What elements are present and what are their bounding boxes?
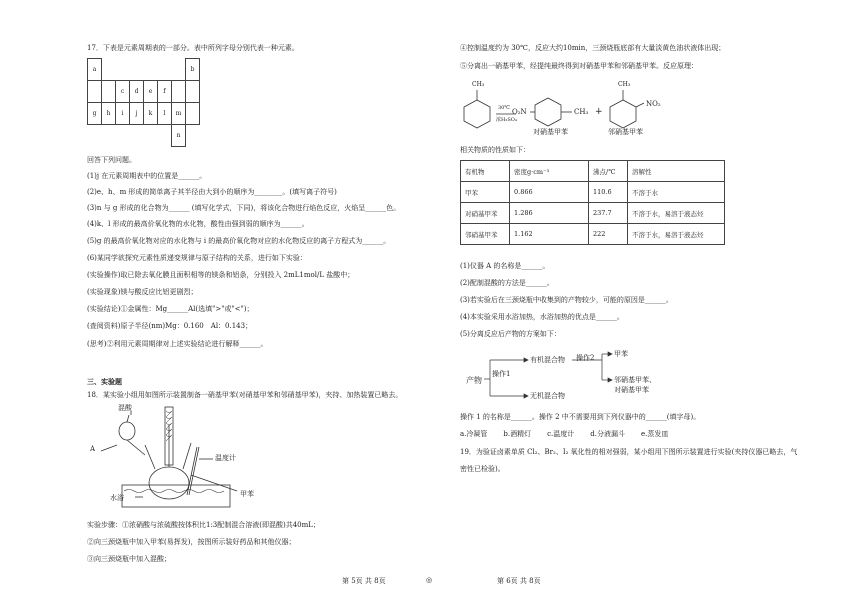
pt-cell: h [102,103,116,125]
flow-product: 产物 [466,376,482,385]
props-caption: 相关物质的性质如下： [460,146,530,154]
q19-line: 密性已检验)。 [460,465,505,473]
reactant-ch3: CH₃ [472,81,485,88]
pt-cell: e [144,81,158,103]
q18-step: 实验步骤：①浓硝酸与浓硫酸按体积比1:3配制混合溶液(即混酸)共40mL； [87,521,320,529]
pt-cell: k [144,103,158,125]
q17-line: (实验现象)镁与酸反应比铝更剧烈； [87,288,198,296]
product-o2n: O₂N [512,108,527,116]
table-cell: 不溶于水，易溶于液态烃 [628,224,725,245]
flow-inorganic: 无机混合物 [530,392,565,400]
table-cell: 222 [589,224,628,245]
flow-mixture: 邻硝基甲苯、 [614,376,656,384]
product-ch3: CH₃ [574,108,589,116]
product-no2: NO₂ [646,100,661,108]
pt-cell [158,125,172,147]
flow-op1: 操作1 [492,370,511,378]
pt-cell: d [130,81,144,103]
q17-line: (2)e、h、m 形成的简单离子其半径由大到小的顺序为________。(填写离子符号) [87,188,337,196]
table-header: 有机物 [461,161,510,182]
q17-line: (1)j 在元素周期表中的位置是______。 [87,172,207,180]
option-item: e.蒸发皿 [641,430,669,438]
q18-question: (4)本实验采用水浴加热，水浴加热的优点是______。 [460,313,624,321]
section-heading: 三、实验题 [87,377,122,386]
pt-cell [102,81,116,103]
q17-line: (4)k、l 形成的最高价氧化物的水化物，酸性由强到弱的顺序为______。 [87,220,309,228]
pt-cell [102,125,116,147]
pt-cell [186,81,200,103]
table-cell: 1.286 [510,203,589,224]
pt-cell [144,59,158,81]
q17-title: 17．下表是元素周期表的一部分。表中所列字母分别代表一种元素。 [87,44,299,52]
options-row [460,430,668,439]
flow-op2: 操作2 [576,354,595,362]
table-row [461,224,725,245]
q18-step: ②向三颈烧瓶中加入甲苯(易挥发)，按图所示装好药品和其他仪器； [87,538,296,546]
q18-question: (3)若实验后在三颈烧瓶中收集到的产物较少，可能的原因是______。 [460,296,673,304]
q18-title: 18．某实验小组用如图所示装置制备一硝基甲苯(对硝基甲苯和邻硝基甲苯)，夹持、加热装置已略去。 [87,391,403,399]
page-separator-icon: ◎ [426,576,433,584]
q17-line: (实验结论)①金属性：Mg______Al(选填">"或"<")； [87,305,254,313]
pt-cell [130,59,144,81]
q17-line: (6)某同学欲探究元素性质递变规律与原子结构的关系，进行如下实验： [87,254,307,262]
pt-cell [186,103,200,125]
table-cell: 甲苯 [461,182,510,203]
page-number-right: 第 6页 共 8页 [497,577,541,585]
q17-line: (实验操作)取已除去氧化膜且面积相等的镁条和铝条，分别投入 2mL1mol/L 盐酸中； [87,271,355,279]
pt-cell: c [116,81,130,103]
table-header: 沸点/℃ [589,161,628,182]
table-row [88,81,200,103]
table-row [88,103,200,125]
pt-cell: b [186,59,200,81]
product-name: 邻硝基甲苯 [608,128,643,136]
table-row [88,125,200,147]
product-name: 对硝基甲苯 [533,128,568,136]
q17-line: (5)g 的最高价氧化物对应的水化物与 i 的最高价氧化物对应的水化物反应的离子方程式为______。 [87,237,391,245]
reaction-condition: 浓H₂SO₄ [496,117,517,123]
table-cell: 不溶于水，易溶于液态烃 [628,203,725,224]
pt-cell [144,125,158,147]
plus-sign: + [595,107,603,117]
label-mixed-acid: 混酸 [118,404,132,412]
table-header: 密度g·cm⁻³ [510,161,589,182]
q18-step: ③向三颈烧瓶中加入混酸； [87,555,171,563]
q18-step-cont: ④控制温度约为 30℃，反应大约10min，三颈烧瓶底部有大量淡黄色油状液体出现； [460,44,726,52]
pt-cell: f [158,81,172,103]
q18-op-question: 操作 1 的名称是______。操作 2 中不需要用到下列仪器中的______(填字母)。 [460,413,701,421]
table-cell: 不溶于水 [628,182,725,203]
pt-cell: j [130,103,144,125]
table-cell: 237.7 [589,203,628,224]
table-row [461,203,725,224]
pt-cell [88,81,102,103]
q18-question: (2)配制混酸的方法是______。 [460,279,554,287]
option-item: d.分液漏斗 [590,430,625,438]
table-row [461,182,725,203]
table-cell: 邻硝基甲苯 [461,224,510,245]
pt-cell [172,59,186,81]
pt-cell [116,125,130,147]
table-row [88,59,200,81]
q18-question: (1)仪器 A 的名称是______。 [460,262,550,270]
q17-line: (查阅资料)原子半径(nm)Mg：0.160 Al：0.143； [87,322,253,330]
page-number-left: 第 5页 共 8页 [342,577,386,585]
label-water-bath: 水浴 [110,494,124,502]
q17-line: 回答下列问题。 [87,156,136,164]
pt-cell: g [88,103,102,125]
pt-cell [158,59,172,81]
q17-line: (3)n 与 g 形成的化合物为______ (填写化学式，下同)，将该化合物进行焰色反应，火焰呈______色。 [87,204,401,212]
option-item: a.冷凝管 [460,430,488,438]
table-cell: 110.6 [589,182,628,203]
label-a: A [90,445,96,453]
pt-cell: m [172,103,186,125]
pt-cell [102,59,116,81]
properties-table [460,160,725,245]
q18-question: (5)分离反应后产物的方案如下： [460,330,561,338]
pt-cell [172,81,186,103]
q18-step-cont: ⑤分离出一硝基甲苯，经提纯最终得到对硝基甲苯和邻硝基甲苯。反应原理： [460,62,698,70]
q19-line: 19．为验证卤素单质 Cl₂、Br₂、I₂ 氧化性的相对强弱，某小组用下图所示装置进行实验(夹持仪器已略去，气 [460,448,798,456]
flow-toluene: 甲苯 [614,350,628,358]
table-header: 溶解性 [628,161,725,182]
table-cell: 1.162 [510,224,589,245]
pt-cell [130,125,144,147]
pt-cell [116,59,130,81]
q17-line: (思考)②利用元素周期律对上述实验结论进行解释______。 [87,340,268,348]
label-thermometer: 温度计 [215,454,236,462]
flow-mixture: 对硝基甲苯 [614,386,649,394]
table-cell: 对硝基甲苯 [461,203,510,224]
reaction-condition: 30℃ [498,105,510,111]
periodic-table [87,58,200,147]
pt-cell: a [88,59,102,81]
product-ch3: CH₃ [618,81,631,88]
pt-cell: i [116,103,130,125]
pt-cell [88,125,102,147]
table-cell: 0.866 [510,182,589,203]
option-item: c.温度计 [547,430,575,438]
option-item: b.酒精灯 [503,430,532,438]
label-toluene: 甲苯 [240,490,254,498]
pt-cell [186,125,200,147]
table-row [461,161,725,182]
pt-cell: n [172,125,186,147]
flow-organic: 有机混合物 [530,356,565,364]
pt-cell: l [158,103,172,125]
